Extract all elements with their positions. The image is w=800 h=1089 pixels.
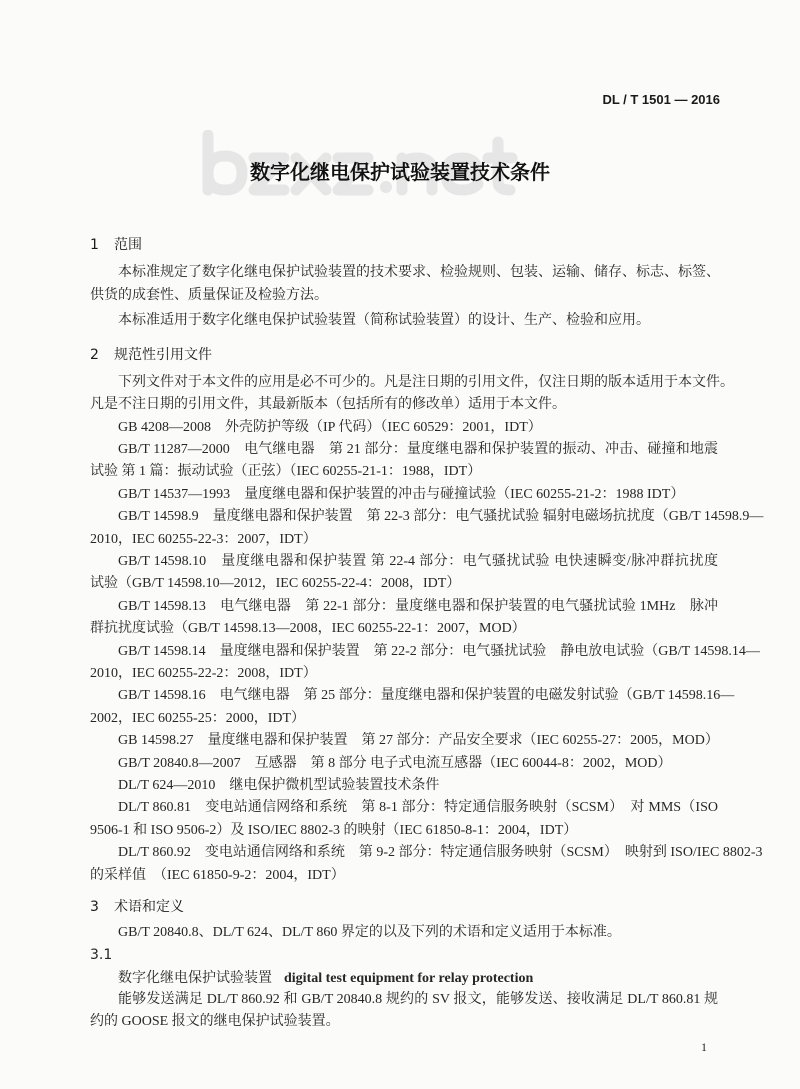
- reference-item: GB/T 14598.16 电气继电器 第 25 部分：量度继电器和保护装置的电磁发射试验（GB/T 14598.16—: [118, 688, 735, 703]
- reference-item-cont: 2010，IEC 60255-22-2：2008，IDT）: [90, 666, 317, 681]
- reference-item: DL/T 860.81 变电站通信网络和系统 第 8-1 部分：特定通信服务映射（SCSM） 对 MMS（ISO: [118, 800, 718, 815]
- reference-item: GB/T 14598.14 量度继电器和保护装置 第 22-2 部分：电气骚扰试验 静电放电试验（GB/T 14598.14—: [118, 644, 760, 659]
- reference-item: GB 4208—2008 外壳防护等级（IP 代码）（IEC 60529：2001，IDT）: [118, 420, 542, 435]
- page-title: 数字化继电保护试验装置技术条件: [250, 160, 550, 184]
- section-number: 3: [90, 899, 99, 915]
- section-number: 2: [90, 347, 99, 363]
- reference-item-cont: 试验 第 1 篇：振动试验（正弦）（IEC 60255-21-1：1988，IDT）: [90, 464, 482, 479]
- section-number: 1: [90, 237, 99, 253]
- reference-item: GB/T 20840.8—2007 互感器 第 8 部分 电子式电流互感器（IEC 60044-8：2002，MOD）: [118, 756, 672, 771]
- reference-item-cont: 群抗扰度试验（GB/T 14598.13—2008，IEC 60255-22-1：2007，MOD）: [90, 621, 526, 636]
- section-heading-2: [90, 344, 212, 364]
- term-en: digital test equipment for relay protection: [284, 971, 534, 986]
- reference-item: GB 14598.27 量度继电器和保护装置 第 27 部分：产品安全要求（IEC 60255-27：2005，MOD）: [118, 733, 719, 748]
- reference-item: DL/T 860.92 变电站通信网络和系统 第 9-2 部分：特定通信服务映射（SCSM） 映射到 ISO/IEC 8802-3: [118, 845, 763, 860]
- section-heading-1: [90, 234, 142, 254]
- reference-item-cont: 2010，IEC 60255-22-3：2007，IDT）: [90, 532, 317, 547]
- definition-line: 能够发送满足 DL/T 860.92 和 GB/T 20840.8 规约的 SV 报文，能够发送、接收满足 DL/T 860.81 规: [118, 992, 718, 1007]
- reference-item: GB/T 11287—2000 电气继电器 第 21 部分：量度继电器和保护装置的振动、冲击、碰撞和地震: [118, 442, 718, 457]
- standard-code: DL / T 1501 — 2016: [602, 92, 720, 107]
- reference-item: GB/T 14598.13 电气继电器 第 22-1 部分：量度继电器和保护装置的电气骚扰试验 1MHz 脉冲: [118, 599, 718, 614]
- paragraph-line: 凡是不注日期的引用文件，其最新版本（包括所有的修改单）适用于本文件。: [90, 397, 566, 412]
- paragraph-line: 下列文件对于本文件的应用是必不可少的。凡是注日期的引用文件，仅注日期的版本适用于本文件。: [118, 375, 734, 390]
- page-number: 1: [701, 1040, 707, 1054]
- reference-item: GB/T 14598.10 量度继电器和保护装置 第 22-4 部分：电气骚扰试验 电快速瞬变/脉冲群抗扰度: [118, 554, 718, 569]
- section-title: 术语和定义: [114, 899, 184, 915]
- section-heading-3: [90, 896, 184, 916]
- reference-item: GB/T 14598.9 量度继电器和保护装置 第 22-3 部分：电气骚扰试验 辐射电磁场抗扰度（GB/T 14598.9—: [118, 509, 764, 524]
- section-title: 规范性引用文件: [114, 347, 212, 363]
- clause-number: 3.1: [90, 947, 113, 963]
- term-zh: 数字化继电保护试验装置: [118, 970, 272, 986]
- section-title: 范围: [114, 237, 142, 253]
- reference-item-cont: 的采样值 （IEC 61850-9-2：2004，IDT）: [90, 868, 345, 883]
- paragraph-line: GB/T 20840.8、DL/T 624、DL/T 860 界定的以及下列的术语和定义适用于本标准。: [118, 925, 621, 940]
- definition-line: 约的 GOOSE 报文的继电保护试验装置。: [90, 1014, 340, 1029]
- reference-item-cont: 9506-1 和 ISO 9506-2）及 ISO/IEC 8802-3 的映射（IEC 61850-8-1：2004，IDT）: [90, 823, 578, 838]
- reference-item: DL/T 624—2010 继电保护微机型试验装置技术条件: [118, 778, 440, 793]
- paragraph-line: 本标准规定了数字化继电保护试验装置的技术要求、检验规则、包装、运输、储存、标志、标签、: [118, 265, 720, 280]
- reference-item: GB/T 14537—1993 量度继电器和保护装置的冲击与碰撞试验（IEC 60255-21-2：1988 IDT）: [118, 487, 685, 502]
- reference-item-cont: 2002，IEC 60255-25：2000，IDT）: [90, 711, 306, 726]
- reference-item-cont: 试验（GB/T 14598.10—2012，IEC 60255-22-4：2008，IDT）: [90, 576, 461, 591]
- paragraph-line: 供货的成套性、质量保证及检验方法。: [90, 288, 328, 303]
- paragraph-line: 本标准适用于数字化继电保护试验装置（简称试验装置）的设计、生产、检验和应用。: [118, 313, 650, 328]
- term-entry: [118, 969, 718, 988]
